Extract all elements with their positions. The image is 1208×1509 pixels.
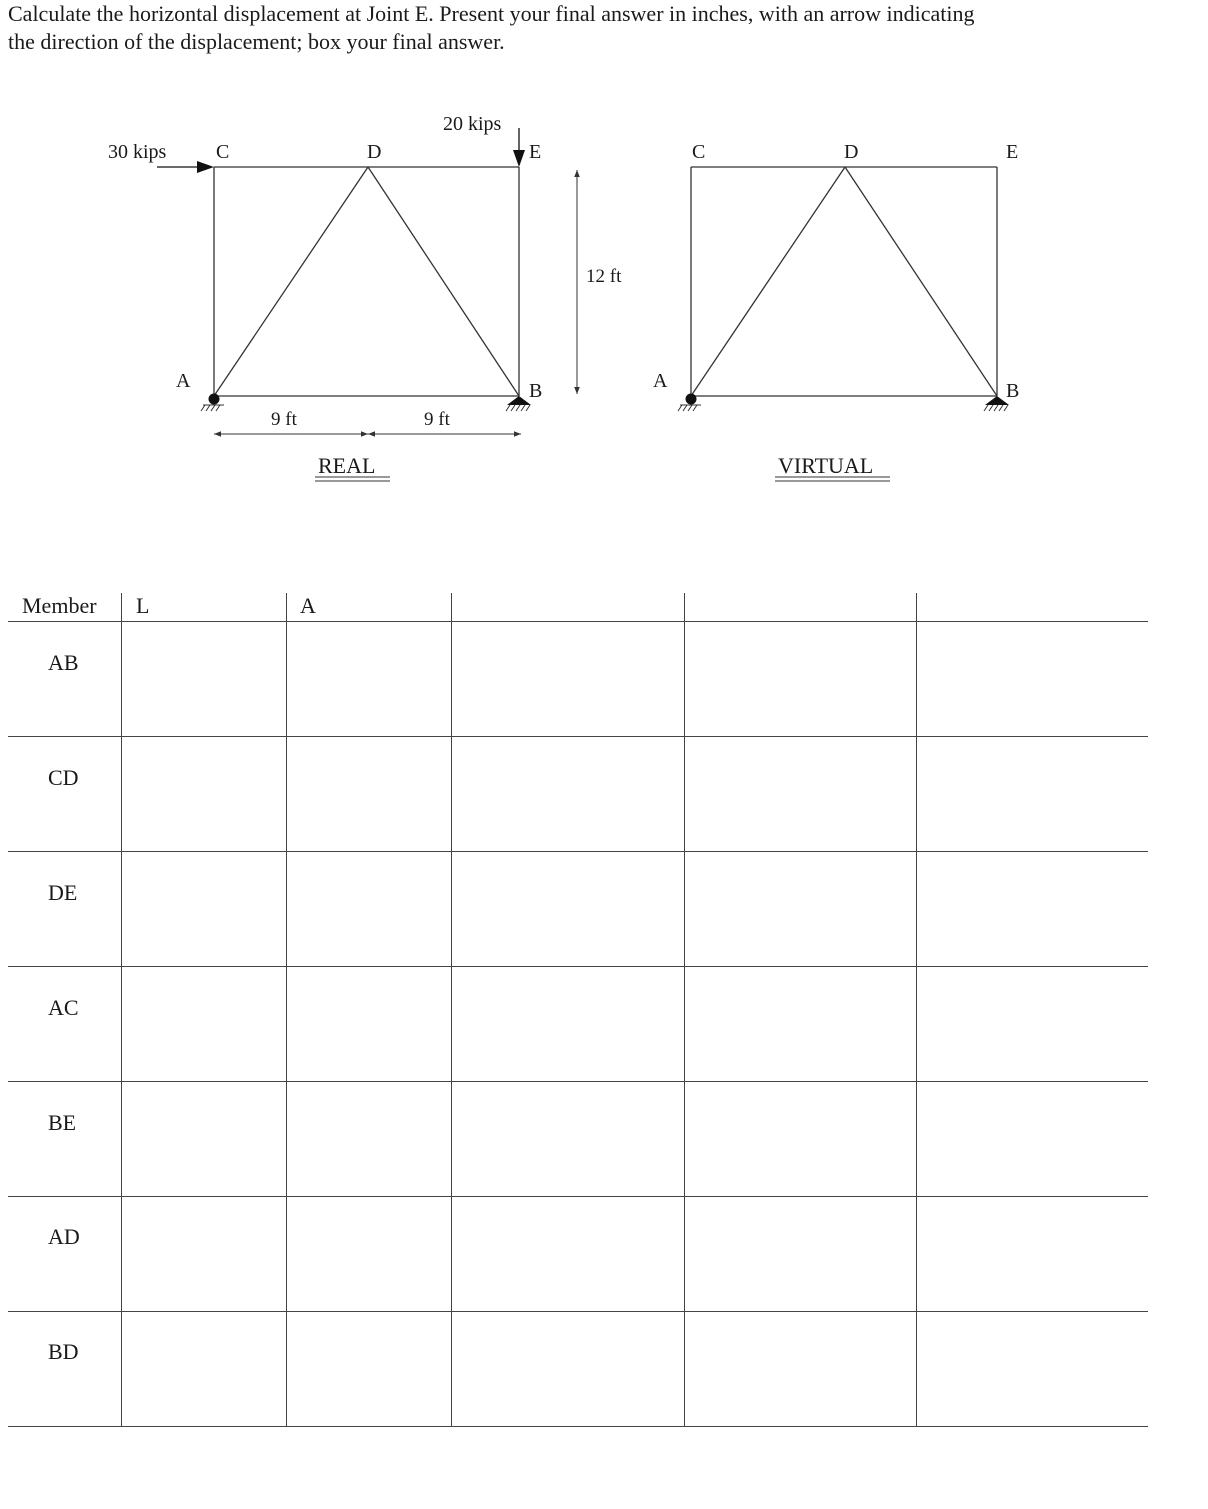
- joint-b-real-label: B: [529, 380, 543, 402]
- table-row-rule: [8, 851, 1148, 852]
- joint-a-virtual-label: A: [653, 370, 668, 392]
- joint-b-virtual-label: B: [1006, 380, 1020, 402]
- virtual-title: VIRTUAL: [778, 453, 874, 478]
- joint-c-virtual-label: C: [692, 141, 706, 163]
- truss-diagrams: [0, 0, 1208, 600]
- table-column-rule: [684, 593, 685, 1426]
- problem-line-1: Calculate the horizontal displacement at Joint E. Present your final answer in inches, with an arrow indicating: [8, 1, 975, 26]
- table-row-rule: [8, 1081, 1148, 1082]
- member-ad-cell: AD: [48, 1224, 80, 1249]
- joint-e-virtual-label: E: [1006, 141, 1019, 163]
- header-member: Member: [22, 593, 97, 618]
- load-30-kips-label: 30 kips: [108, 141, 167, 163]
- header-l: L: [136, 593, 150, 618]
- table-row-rule: [8, 1196, 1148, 1197]
- real-title: REAL: [318, 453, 376, 478]
- table-row-rule: [8, 736, 1148, 737]
- table-row-rule: [8, 1311, 1148, 1312]
- table-column-rule: [121, 593, 122, 1426]
- member-ac-cell: AC: [48, 995, 79, 1020]
- table-column-rule: [451, 593, 452, 1426]
- member-ad-real: [214, 167, 368, 396]
- load-20-kips-label: 20 kips: [443, 113, 502, 135]
- joint-e-real-label: E: [529, 141, 542, 163]
- member-cd-cell: CD: [48, 765, 79, 790]
- table-row-rule: [8, 966, 1148, 967]
- virtual-truss: [691, 167, 997, 396]
- support-b-real: [506, 396, 531, 411]
- table-column-rule: [286, 593, 287, 1426]
- member-de-cell: DE: [48, 880, 78, 905]
- load-20-kips-arrow: [513, 128, 525, 167]
- right-span-label: 9 ft: [424, 409, 450, 430]
- left-span-label: 9 ft: [271, 409, 297, 430]
- member-ab-cell: AB: [48, 650, 79, 675]
- joint-c-real-label: C: [216, 141, 230, 163]
- member-ad-virtual: [691, 167, 845, 396]
- table-bottom-rule: [8, 1426, 1148, 1427]
- table-header-rule: [8, 621, 1148, 622]
- joint-d-real-label: D: [367, 141, 382, 163]
- member-bd-cell: BD: [48, 1339, 79, 1364]
- table-column-rule: [916, 593, 917, 1426]
- joint-a-real-label: A: [176, 370, 191, 392]
- problem-line-2: the direction of the displacement; box your final answer.: [8, 29, 505, 54]
- member-be-cell: BE: [48, 1110, 77, 1135]
- joint-d-virtual-label: D: [844, 141, 859, 163]
- member-bd-real: [368, 167, 519, 396]
- height-dimension-label: 12 ft: [586, 266, 622, 287]
- real-truss: [214, 167, 519, 396]
- header-a: A: [300, 593, 316, 618]
- member-bd-virtual: [845, 167, 997, 396]
